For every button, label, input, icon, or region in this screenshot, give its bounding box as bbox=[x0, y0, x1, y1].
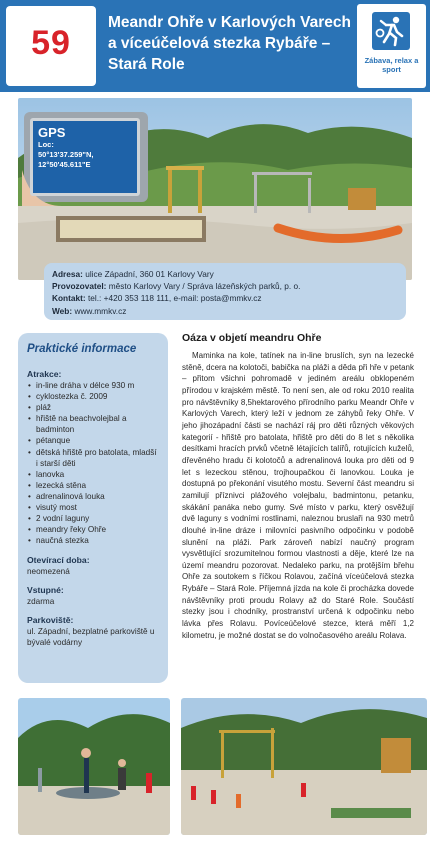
web-label: Web: bbox=[52, 305, 73, 316]
opening-hours-value: neomezená bbox=[27, 567, 70, 577]
operator-label: Provozovatel: bbox=[52, 281, 107, 292]
operator-line bbox=[52, 280, 398, 292]
list-item: • adrenalinová louka bbox=[27, 491, 159, 502]
web-link[interactable]: www.mmkv.cz bbox=[72, 305, 127, 316]
list-item: • hřiště na beachvolejbal a badminton bbox=[27, 413, 159, 435]
entry-number-box bbox=[6, 6, 96, 86]
list-item: • 2 vodní laguny bbox=[27, 513, 159, 524]
gps-device bbox=[22, 110, 150, 206]
entry-fee-value: zdarma bbox=[27, 597, 55, 607]
parking-value: ul. Západní, bezplatné parkoviště u bývalé vodárny bbox=[27, 627, 155, 648]
opening-hours-heading: Otevírací doba: bbox=[27, 555, 90, 566]
practical-info-sidebar bbox=[18, 333, 168, 683]
address-line bbox=[52, 268, 398, 280]
list-item: • lezecká stěna bbox=[27, 480, 159, 491]
contact-box bbox=[44, 263, 406, 320]
list-item: • lanovka bbox=[27, 469, 159, 480]
contact-label: Kontakt: bbox=[52, 293, 86, 304]
article-title: Oáza v objetí meandru Ohře bbox=[182, 332, 322, 344]
gps-latitude: 50°13'37.259"N, bbox=[38, 150, 94, 159]
sports-icon bbox=[372, 12, 410, 50]
entry-fee-heading: Vstupné: bbox=[27, 585, 64, 596]
list-item: • cyklostezka č. 2009 bbox=[27, 391, 159, 402]
gps-loc-label: Loc: bbox=[38, 140, 54, 149]
page-title: Meandr Ohře v Karlových Varech a víceúčelová stezka Rybáře – Stará Role bbox=[108, 14, 351, 73]
article-body: Maminka na kole, tatínek na in-line bruslích, syn na lezecké stěně, dcera na kolotoči, babička na pláži a děda při hře v petank – přitom všichni pohromadě v jediném areálu obklopeném přírodou v krajském městě. To není sen, ale od roku 2010 realita pro návštěvníky 8,5hektarového přírodního parku Meandr Ohře v Karlových Varech, který leží v jednom ze záhybů řeky Ohře. V jeho jihozápadní části se nachází ráj pro děti různých věkových kategorií - hřiště pro batolata, hřiště pro děti do 8 let s několika desítkami hracích prvků včetně létajících talířů, rotujících kuželů, dřevěného hradu či kolotočů a adrenalinová louka pro děti od 9 let s lezeckou stěnou, trojhoupačkou či lanovkou. Louka je dostupná po překonání visutého mostu. Severní část meandru si zamilují příznivci plážového volejbalu, badmintonu, petanku, skákání panáka nebo gumy. Své místo v parku, který osvěžují dvě laguny s vodními rostlinami, naleznou bruslaři na 930 metrů dlouhé in-line dráze i milovníci pasivního odpočinku v podobě slunění na pláži. Park zároveň nabízí naučný program vysvětlující srozumitelnou formou vlastnosti a děje, které lze na území meandru pozorovat. Nedaleko parku, na protějším břehu Ohře za soutokem s říčkou Rolavou, začíná víceúčelová stezka Rybáře – Stará Role. Příjemná jízda na kole či procházka dovede návštěvníky proti proudu Rolavy až do Staré Role. Součástí stezky jsou i chodníky, prostranství určená k odpočinku nebo lávka přes Rolavu. Povíceúčelové stezce, která měří 1,2 kilometru, je možné dostat se do volnočasového areálu Rolava. bbox=[182, 351, 414, 640]
playground-photo-right bbox=[181, 698, 427, 835]
playground-photo-left bbox=[18, 698, 170, 835]
contact-line bbox=[52, 292, 398, 304]
page-header bbox=[0, 0, 430, 92]
list-item: • in-line dráha v délce 930 m bbox=[27, 380, 159, 391]
list-item: • pláž bbox=[27, 402, 159, 413]
gps-screen bbox=[30, 118, 140, 196]
entry-number: 59 bbox=[31, 24, 71, 62]
list-item: • visutý most bbox=[27, 502, 159, 513]
category-badge bbox=[357, 4, 426, 88]
gps-title: GPS bbox=[38, 125, 66, 140]
web-line bbox=[52, 305, 398, 317]
attractions-heading: Atrakce: bbox=[27, 369, 62, 379]
list-item: • naučná stezka bbox=[27, 535, 159, 546]
parking-heading: Parkoviště: bbox=[27, 615, 74, 626]
list-item: • pétanque bbox=[27, 435, 159, 446]
attractions-list bbox=[27, 380, 159, 546]
gps-longitude: 12°50'45.611"E bbox=[38, 160, 91, 169]
sidebar-title: Praktické informace bbox=[27, 343, 137, 355]
address-value: ulice Západní, 360 01 Karlovy Vary bbox=[82, 269, 214, 279]
list-item: • meandry řeky Ohře bbox=[27, 524, 159, 535]
address-label: Adresa: bbox=[52, 269, 83, 279]
operator-value: město Karlovy Vary / Správa lázeňských parků, p. o. bbox=[106, 281, 301, 292]
category-label: Zábava, relax a sport bbox=[364, 56, 419, 74]
list-item: • dětská hřiště pro batolata, mladší i starší děti bbox=[27, 447, 159, 469]
contact-value[interactable]: tel.: +420 353 118 111, e-mail: posta@mmkv.cz bbox=[85, 293, 262, 304]
